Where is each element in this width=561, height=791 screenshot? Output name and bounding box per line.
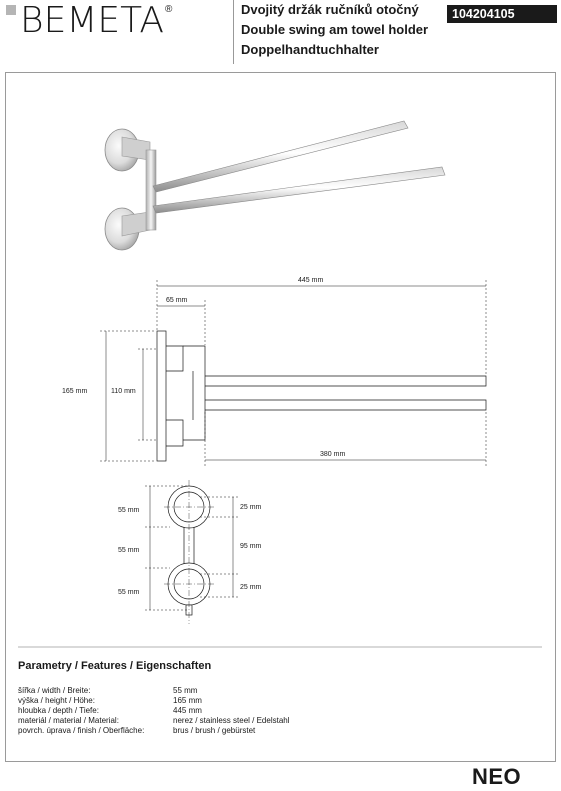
param-row (18, 706, 211, 716)
dim-front-right-bottom: 25 mm (240, 584, 262, 591)
arm-lower (153, 167, 445, 213)
param-label: hloubka / depth / Tiefe: (18, 706, 99, 715)
brand-wordmark: BEMETA (20, 0, 164, 41)
dim-arm-length: 380 mm (320, 451, 346, 458)
pivot-post (146, 150, 156, 230)
title-english: Double swing am towel holder (241, 22, 429, 37)
dim-inner-height: 110 mm (111, 388, 136, 395)
dim-height: 165 mm (62, 388, 88, 395)
parameters-heading: Parametry / Features / Eigenschaften (18, 660, 212, 672)
param-label: výška / height / Höhe: (18, 696, 95, 705)
parameters-section (18, 660, 290, 736)
param-row (18, 696, 211, 706)
product-photo (105, 121, 445, 250)
title-german: Doppelhandtuchhalter (241, 42, 379, 57)
param-label: šířka / width / Breite: (18, 686, 91, 695)
param-label: povrch. úprava / finish / Oberfläche: (18, 726, 145, 735)
side-arm-lower (205, 400, 486, 410)
side-arm-upper (205, 376, 486, 386)
side-bracket-bottom (166, 420, 183, 446)
param-row (18, 716, 290, 726)
param-label: materiál / material / Material: (18, 716, 119, 725)
side-view (157, 331, 486, 461)
dim-total-length: 445 mm (298, 277, 324, 284)
param-value: 165 mm (173, 696, 202, 705)
series-name: NEO (472, 764, 522, 789)
side-post (183, 346, 205, 440)
dim-front-bottom: 55 mm (118, 589, 140, 596)
param-row (18, 726, 256, 736)
product-code-badge: 104204105 (447, 5, 557, 23)
param-value: brus / brush / gebürstet (173, 726, 256, 735)
registered-mark: ® (164, 4, 173, 15)
side-wall-plate (157, 331, 166, 461)
dim-front-middle: 55 mm (118, 547, 140, 554)
side-bracket-top (166, 346, 183, 371)
dim-depth: 65 mm (166, 297, 188, 304)
param-value: 55 mm (173, 686, 198, 695)
dim-front-right-middle: 95 mm (240, 543, 262, 550)
param-value: nerez / stainless steel / Edelstahl (173, 716, 290, 725)
title-czech: Dvojitý držák ručníků otočný (241, 2, 419, 17)
dim-front-right-top: 25 mm (240, 504, 262, 511)
dim-front-top: 55 mm (118, 507, 140, 514)
param-value: 445 mm (173, 706, 202, 715)
param-row (18, 686, 211, 696)
